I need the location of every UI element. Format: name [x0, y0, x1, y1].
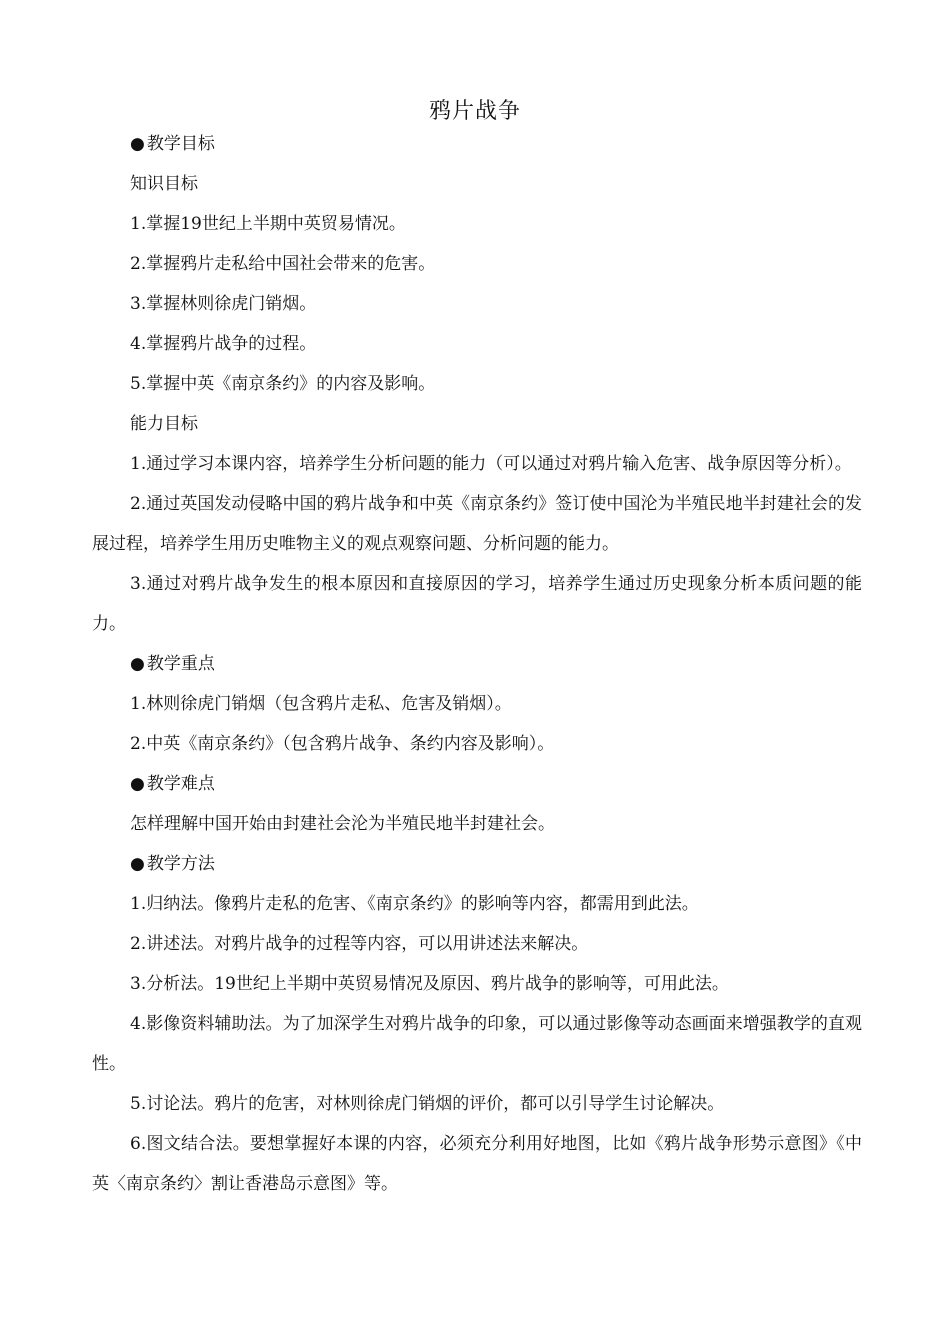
method-5: 5.讨论法。鸦片的危害，对林则徐虎门销烟的评价，都可以引导学生讨论解决。: [130, 1094, 725, 1114]
key-points-heading: ● 教学重点: [92, 644, 862, 684]
knowledge-goals-subheading: 知识目标: [130, 174, 198, 194]
ability-goal-1: 1.通过学习本课内容，培养学生分析问题的能力（可以通过对鸦片输入危害、战争原因等分析）。: [130, 454, 852, 474]
knowledge-goal-4: 4.掌握鸦片战争的过程。: [130, 334, 317, 354]
knowledge-goal-2: 2.掌握鸦片走私给中国社会带来的危害。: [130, 254, 436, 274]
knowledge-goal-3: 3.掌握林则徐虎门销烟。: [130, 294, 317, 314]
difficulty-1: 怎样理解中国开始由封建社会沦为半殖民地半封建社会。: [130, 814, 555, 834]
method-3: 3.分析法。19世纪上半期中英贸易情况及原因、鸦片战争的影响等，可用此法。: [130, 974, 729, 994]
ability-goals-subheading: 能力目标: [130, 414, 198, 434]
ability-goal-3: 3.通过对鸦片战争发生的根本原因和直接原因的学习，培养学生通过历史现象分析本质问题的能力。: [92, 574, 862, 634]
knowledge-goal-1: 1.掌握19世纪上半期中英贸易情况。: [130, 214, 406, 234]
method-2: 2.讲述法。对鸦片战争的过程等内容，可以用讲述法来解决。: [130, 934, 589, 954]
teaching-goals-heading: ● 教学目标: [92, 124, 862, 164]
difficulties-heading: ● 教学难点: [92, 764, 862, 804]
method-1: 1.归纳法。像鸦片走私的危害、《南京条约》的影响等内容，都需用到此法。: [130, 894, 699, 914]
document-title: 鸦片战争: [428, 99, 521, 124]
key-point-1: 1.林则徐虎门销烟（包含鸦片走私、危害及销烟）。: [130, 694, 512, 714]
document-body: [92, 124, 862, 1204]
knowledge-goal-5: 5.掌握中英《南京条约》的内容及影响。: [130, 374, 436, 394]
method-4: 4.影像资料辅助法。为了加深学生对鸦片战争的印象，可以通过影像等动态画面来增强教学的直观性。: [92, 1014, 862, 1074]
methods-heading: ● 教学方法: [92, 844, 862, 884]
ability-goal-2: 2.通过英国发动侵略中国的鸦片战争和中英《南京条约》签订使中国沦为半殖民地半封建社会的发展过程，培养学生用历史唯物主义的观点观察问题、分析问题的能力。: [92, 494, 862, 554]
key-point-2: 2.中英《南京条约》（包含鸦片战争、条约内容及影响）。: [130, 734, 555, 754]
method-6: 6.图文结合法。要想掌握好本课的内容，必须充分利用好地图，比如《鸦片战争形势示意图》《中英〈南京条约〉割让香港岛示意图》等。: [92, 1134, 862, 1194]
